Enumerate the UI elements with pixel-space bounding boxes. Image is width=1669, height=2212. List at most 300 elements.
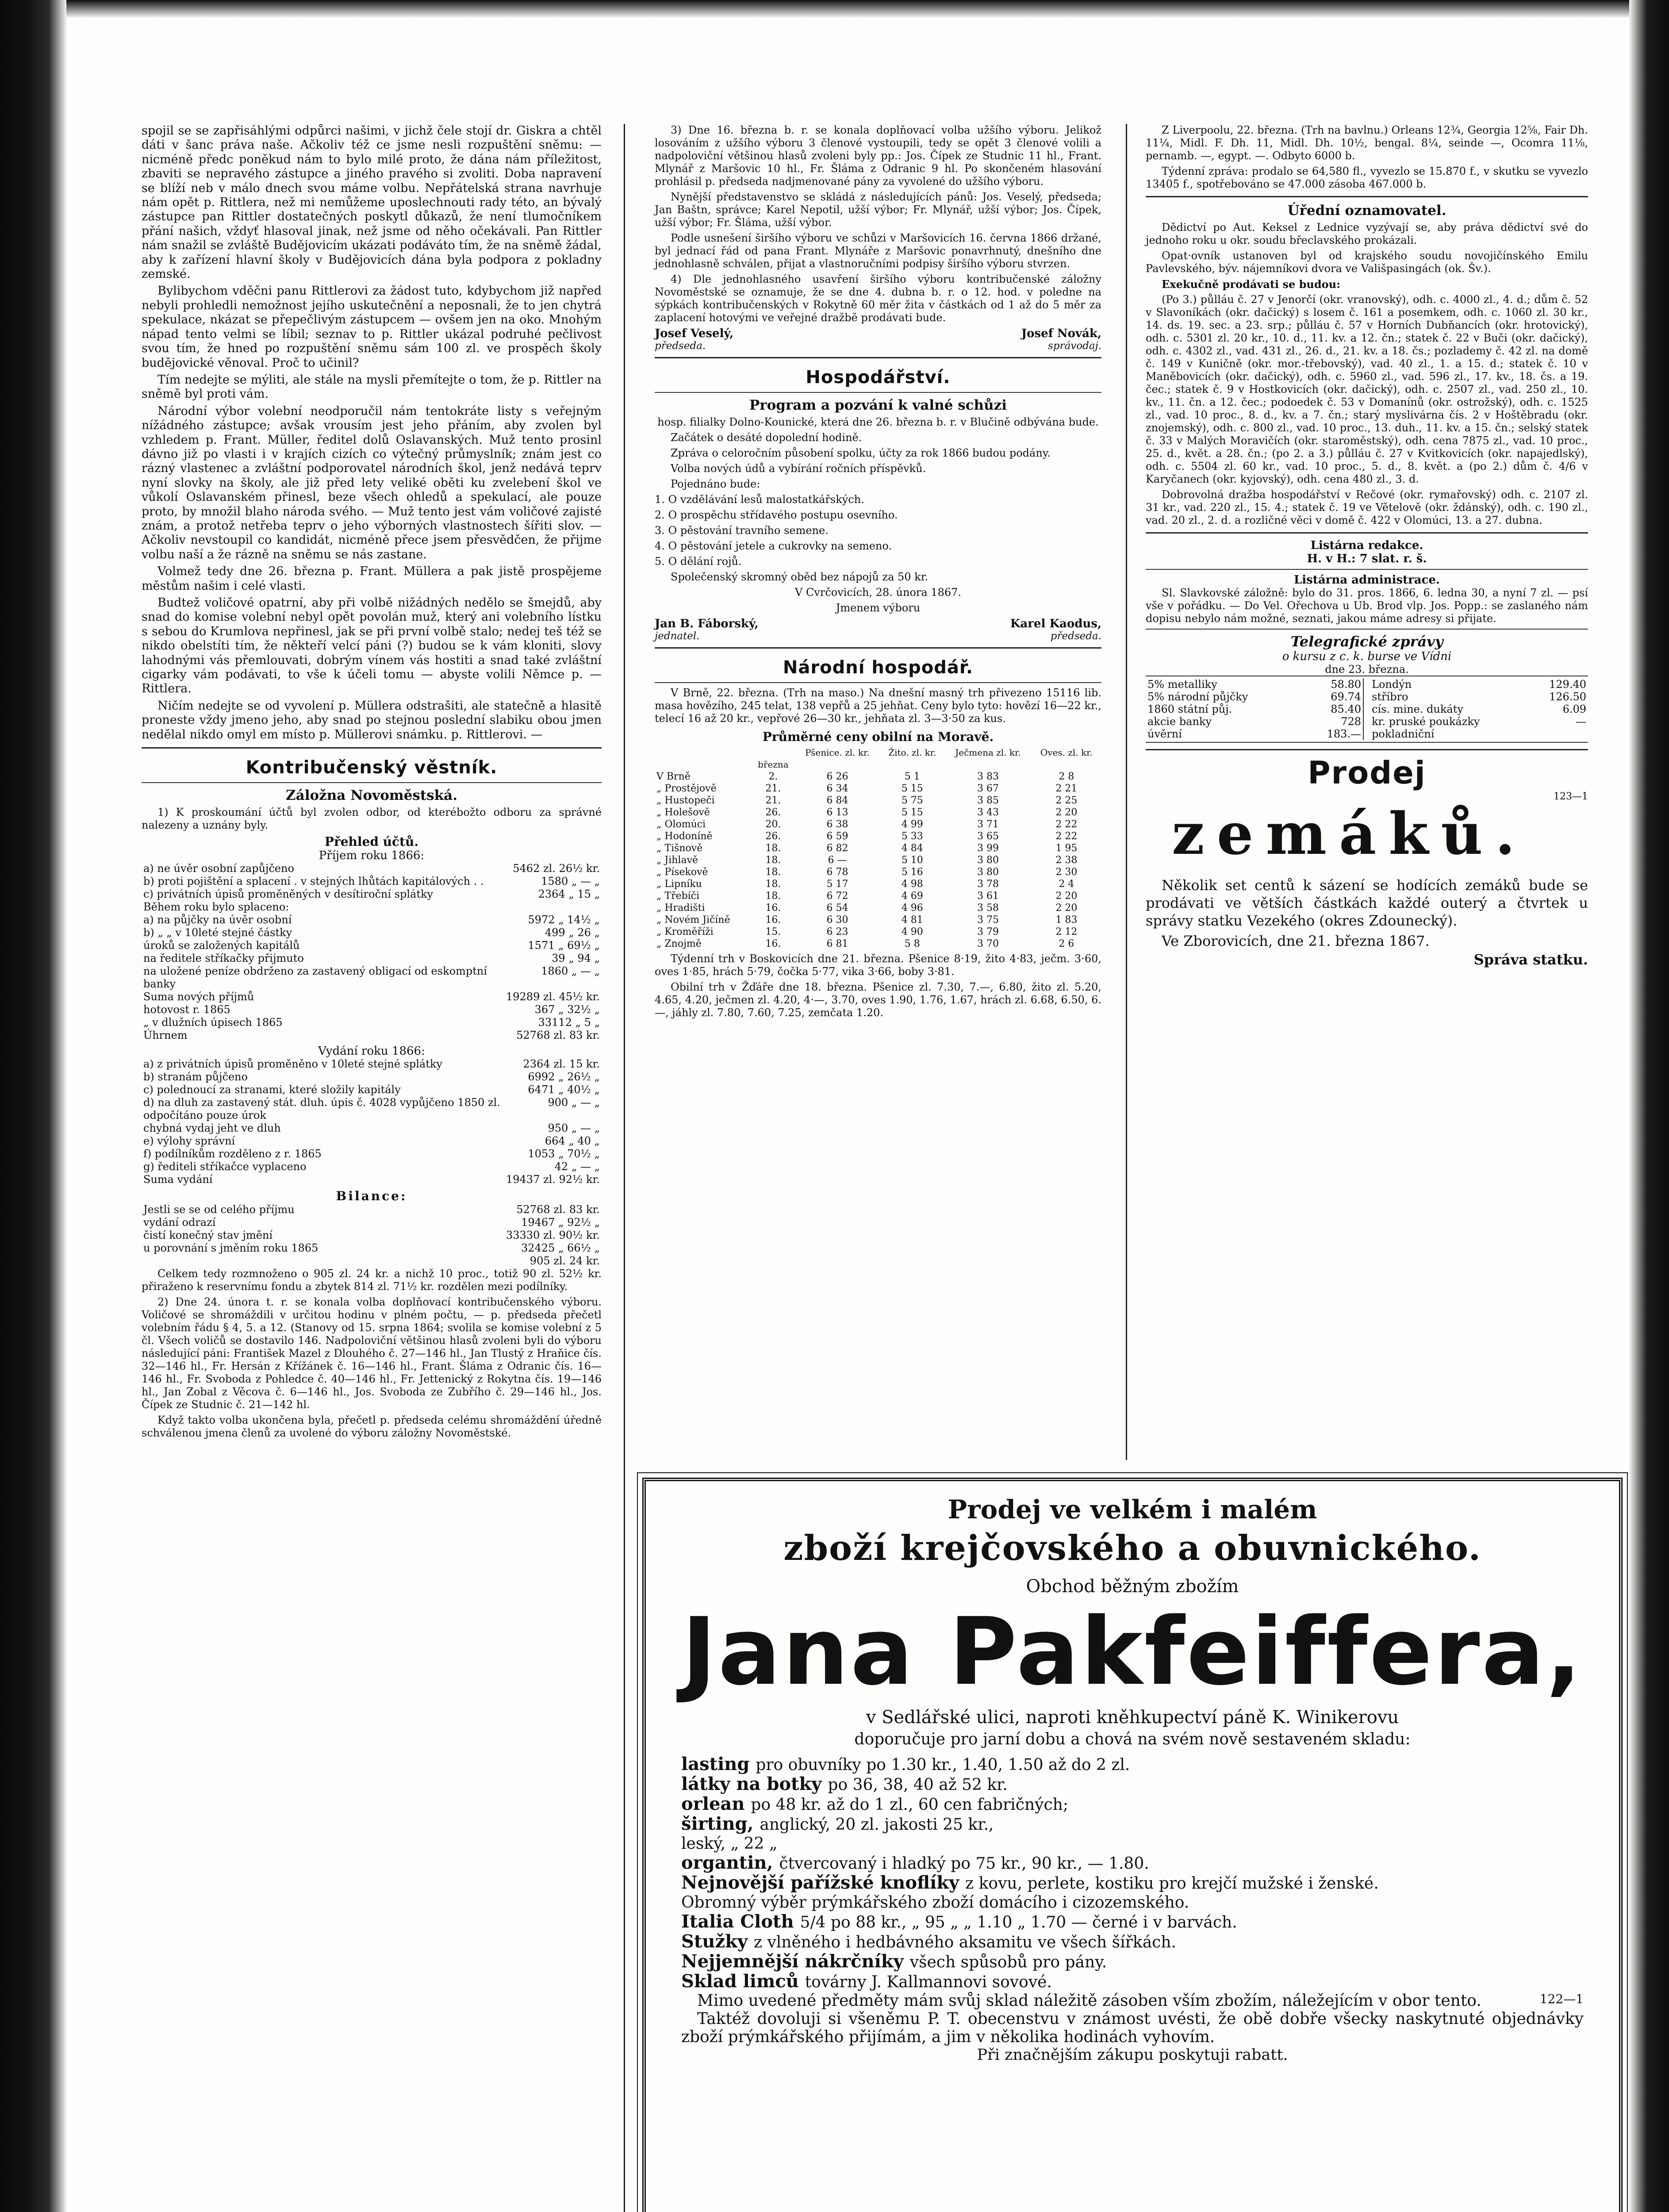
row-value: —	[1576, 715, 1586, 728]
grain-row	[655, 878, 1101, 890]
section-rule	[142, 747, 602, 749]
income-row	[142, 875, 602, 888]
grain-price: 4 84	[901, 843, 923, 854]
grain-price: 21.	[765, 795, 781, 806]
row-value: 19467 „ 92½ „	[521, 1216, 600, 1229]
section-title: Hospodářství.	[806, 367, 951, 388]
column-1	[142, 124, 602, 1442]
tailor-shop-advertisement	[642, 1478, 1623, 2212]
program-line: Začátek o desáté dopolední hodině.	[671, 431, 862, 444]
program-line: 1. O vzdělávání lesů malostatkářských.	[655, 493, 864, 506]
ad-item-desc: čtvercovaný i hladký po 75 kr., 90 kr., — 1.80.	[779, 1855, 1149, 1873]
subsection-title: Program a pozvání k valné schůzi	[749, 397, 1007, 413]
expense-row	[142, 1096, 602, 1122]
row-value: 664 „ 40 „	[545, 1135, 600, 1148]
grain-price: 3 67	[977, 783, 999, 794]
row-value: 19437 zl. 92½ kr.	[506, 1173, 600, 1186]
row-label: a) na půjčky na úvěr osobní	[143, 914, 292, 926]
grain-price: 3 71	[977, 819, 999, 830]
grain-town: „ Hodoníně	[656, 831, 713, 842]
program-line: 3. O pěstování travního semene.	[655, 524, 829, 537]
grain-town: „ Jihlavě	[656, 855, 698, 866]
grain-row	[655, 926, 1101, 938]
income-row	[142, 862, 602, 875]
section-rule	[142, 782, 602, 783]
ad-headline: Prodej	[1308, 755, 1426, 791]
ad-item-desc: leský, „ 22 „	[681, 1835, 778, 1853]
grain-header-row	[655, 759, 1101, 771]
grain-price: 18.	[765, 843, 781, 854]
grain-price: 15.	[765, 926, 781, 937]
program-list	[655, 431, 1101, 614]
article-paragraph: 2) Dne 24. února t. r. se konala volba doplňovací kontribučenského výboru. Voličové se shromáždili v určitou hodinu v plném počtu, — p. předseda přečetl volebním řádu § 4, 5. a 12. (Stanovy od 15. srpna 1864; svolila se komise volební z 5 čl. Všech voličů se dostavilo 146. Nadpoloviční většinou hlasů zvoleni byli do výboru následující páni: František Mazel z Dlouhého č. 27—146 hl., Jan Tlustý z Hraňice čís. 32—146 hl., Fr. Hersán z Křížánek č. 16—146 hl., Frant. Šláma z Odranic čís. 16—146 hl., Fr. Svoboda z Pohledce č. 40—146 hl., Fr. Jettenický z Rokytna čís. 19—146 hl., Jan Zobal z Věcova č. 6—146 hl., Jos. Svoboda ze Zubřího č. 29—146 hl., Jos. Čípek ze Studnic č. 21—142 hl.	[142, 1296, 602, 1411]
grain-price: 4 90	[901, 926, 923, 937]
grain-header-cell	[880, 759, 944, 771]
potato-sale-ad	[1146, 749, 1588, 967]
grain-price: 2.	[768, 771, 778, 782]
grain-header-cell: Ječmena zl. kr.	[955, 747, 1021, 758]
grain-header-cell	[944, 759, 1032, 771]
ad-footer: Při značnějším zákupu poskytuji rabatt.	[977, 2046, 1288, 2064]
row-label: hotovost r. 1865	[143, 1003, 230, 1016]
row-label: u porovnání s jměním roku 1865	[143, 1242, 318, 1255]
grain-price: 2 38	[1055, 855, 1078, 866]
grain-price: 3 61	[977, 891, 999, 902]
row-value: 129.40	[1549, 678, 1586, 691]
grain-town: „ Hradišti	[656, 902, 705, 914]
grain-price: 4 99	[901, 819, 923, 830]
row-label: e) výlohy správní	[143, 1135, 235, 1148]
table-caption: Přehled účtů.	[324, 834, 419, 849]
ad-item	[681, 1774, 1584, 1794]
grain-price: 6 30	[826, 914, 848, 926]
grain-price: 4 81	[901, 914, 923, 926]
row-label: Suma nových příjmů	[143, 991, 254, 1003]
ad-item	[681, 1952, 1584, 1972]
balance-table	[142, 1203, 602, 1267]
accounts-expense-table	[142, 1058, 602, 1186]
row-value: 499 „ 26 „	[545, 926, 600, 939]
grain-price: 21.	[765, 783, 781, 794]
ad-item-name: Stužky	[681, 1931, 754, 1952]
grain-price: 6 84	[826, 795, 848, 806]
signature-role: předseda.	[655, 340, 706, 352]
ad-item-desc: anglický, 20 zl. jakosti 25 kr.,	[760, 1816, 994, 1834]
row-label: 5% metalliky	[1147, 678, 1217, 691]
row-value: 6.09	[1562, 703, 1586, 715]
row-value: 42 „ — „	[554, 1160, 600, 1173]
article-paragraph: Dědictví po Aut. Keksel z Lednice vyzývají se, aby práva dědictví své do jednoho roku u okr. soudu břeclavského prokázali.	[1146, 221, 1588, 246]
balance-row	[142, 1216, 602, 1229]
section-rule	[655, 392, 1101, 393]
ad-item-name: Sklad limců	[681, 1971, 805, 1992]
row-value: 2364 zl. 15 kr.	[523, 1058, 600, 1071]
row-label: b) proti pojištění a splacení . v stejných lhůtách kapitálových . .	[143, 875, 484, 888]
signature-name: Josef Veselý,	[655, 327, 734, 340]
grain-price: 6 81	[826, 938, 848, 949]
column-3	[1146, 124, 1588, 969]
ad-paragraph: Mimo uvedené předměty mám svůj sklad náležitě zásoben vším zbožím, náležejícím v obor tento.	[697, 1992, 1481, 2010]
ad-item-name: organtin,	[681, 1852, 779, 1873]
ad-item-desc: po 36, 38, 40 až 52 kr.	[828, 1776, 1008, 1794]
row-value: 6471 „ 40½ „	[528, 1083, 600, 1096]
grain-price: 2 20	[1055, 891, 1078, 902]
program-line: 5. O dělání rojů.	[655, 555, 742, 568]
ad-item-desc: pro obuvníky po 1.30 kr., 1.40, 1.50 až do 2 zl.	[756, 1756, 1130, 1774]
program-line: V Cvrčovicích, 28. února 1867.	[794, 586, 962, 599]
signature-block	[655, 327, 1101, 352]
row-label: Suma vydání	[143, 1173, 213, 1186]
ad-item-desc: z vlněného i hedbávného aksamitu ve všech šířkách.	[754, 1933, 1176, 1951]
ad-text: Několik set centů k sázení se hodících zemáků bude se prodávati ve větších částkách každé outerý a čtvrtek u správy statku Vezekého (okres Zdounecký).	[1146, 877, 1588, 929]
signature-name: Jan B. Fáborský,	[655, 617, 759, 630]
ad-item	[681, 1834, 1584, 1853]
grain-row	[655, 771, 1101, 783]
grain-price: 20.	[765, 819, 781, 830]
row-value: 69.74	[1331, 691, 1361, 703]
subsection-title: Záložna Novoměstská.	[286, 787, 457, 804]
expense-row	[142, 1071, 602, 1083]
article-paragraph: Exekučně prodávati se budou:	[1162, 278, 1340, 291]
grain-header-cell	[655, 759, 752, 771]
ad-item-desc: po 48 kr. až do 1 zl., 60 cen fabričných;	[751, 1796, 1068, 1814]
table-subcaption: Vydání roku 1866:	[318, 1045, 425, 1058]
grain-price: 5 15	[901, 807, 923, 818]
accounts-income-table	[142, 862, 602, 1042]
row-value: 58.80	[1331, 678, 1361, 691]
ad-item-name: látky na botky	[681, 1774, 828, 1794]
section-rule	[655, 682, 1101, 683]
row-value: 1053 „ 70½ „	[528, 1148, 600, 1160]
ad-item-name: Nejnovější pařížské knoflíky	[681, 1872, 966, 1893]
expense-row	[142, 1058, 602, 1071]
row-label: b) „ „ v 10leté stejné částky	[143, 926, 292, 939]
grain-price: 2 20	[1055, 807, 1078, 818]
row-value: 39 „ 94 „	[552, 952, 600, 965]
table-subcaption: Bilance:	[336, 1189, 407, 1204]
ad-big-title: zemáků.	[1171, 800, 1528, 868]
grain-price: 3 79	[977, 926, 999, 937]
grain-town: „ Tišnově	[656, 843, 703, 854]
article-paragraph: Volmež tedy dne 26. března p. Frant. Müllera a pak jistě prospějeme městům našim i celé vlasti.	[142, 565, 602, 593]
article-paragraph: Podle usnešení širšího výboru ve schůzi v Maršovicích 16. června 1866 držané, byl jednací řád od pana Frant. Mlynáře z Maršovic ponavrhnutý, dnešního dne jednohlasně schválen, přijat a vlastnoručními podpisy širšího výboru stvrzen.	[655, 232, 1101, 270]
grain-price: 4 98	[901, 879, 923, 890]
grain-price: 2 12	[1055, 926, 1078, 937]
section-rule	[1146, 569, 1588, 570]
article-paragraph: spojil se se zapřisáhlými odpůrci našimi, v jichž čele stojí dr. Giskra a chtěl dáti v šanc práva naše. Ačkoliv též ce jsme nesli rozpuštění sněmu: — nicméně předc poněkud nám to bylo milé proto, že dána nám příležitost, zbaviti se nepravého zástupce a jiného pravého si zvoliti. Doba napravení se blíží neb v málo dnech svou máme volbu. Nepřátelská strana navrhuje nám opět p. Rittlera, než mi nemůžeme uposlechnouti rady této, an bývalý zástupce pan Rittler dostatečných poskytl důkazů, že není tlumočníkem přání našich, vždyť hlasoval jinak, než jsme od něho očekávali. Pan Rittler nám snažil se zvláště Budějovicím ukázati podáváto tím, že na sněmě žádal, aby k zařízení hlavní školy v Budějovicích dána byla podpora z pokladny zemské.	[142, 124, 602, 281]
article-paragraph: Opat·ovník ustanoven byl od krajského soudu novojičínského Emilu Pavlevského, býv. nájemníkovi dvora ve Vališpasingách (ok. Šv.).	[1146, 250, 1588, 275]
article-paragraph: hosp. filialky Dolno-Kounické, která dne 26. března b. r. v Blučině odbývána bude.	[657, 416, 1099, 428]
article-paragraph: Nynější představenstvo se skládá z následujících pánů: Jos. Veselý, předseda; Jan Baštn, správce; Karel Nepotil, užší výbor; Fr. Mlynář, užší výbor; Jos. Čípek, užší výbor; Fr. Šláma, užší výbor.	[655, 191, 1101, 229]
row-value: 183.—	[1327, 728, 1361, 740]
row-label: na uložené peníze obdrženo za zastavený obligací od eskomptní banky	[143, 965, 487, 991]
expense-row	[142, 1135, 602, 1148]
row-label: cís. mine. dukáty	[1372, 703, 1463, 715]
income-row	[142, 888, 602, 901]
subsection-title: Listárna administrace.	[1294, 573, 1440, 587]
row-label: 5% národní půjčky	[1147, 691, 1248, 703]
column-2	[655, 124, 1101, 1022]
ad-item	[681, 1755, 1584, 1774]
grain-price: 6 82	[826, 843, 848, 854]
grain-town: „ Holešově	[656, 807, 710, 818]
grain-price: 6 54	[826, 902, 848, 914]
grain-town: „ Třebíči	[656, 891, 700, 902]
ad-item-desc: Obromný výběr prýmkářského zboží domácího i cizozemského.	[681, 1893, 1189, 1912]
grain-row	[655, 854, 1101, 866]
grain-price: 6 23	[826, 926, 848, 937]
exchange-row	[1146, 703, 1363, 715]
grain-price: 3 80	[977, 855, 999, 866]
ad-reference-number: 123—1	[1554, 791, 1588, 802]
row-value: 5462 zl. 26½ kr.	[513, 862, 600, 875]
article-paragraph: 4) Dle jednohlasného usavření širšího výboru kontribučenské záložny Novoměstské se oznamuje, že se dne 4. dubna b. r. o 12. hod. v poledne na sýpkách kontribučenských v Rokytně 60 měr žita v částkách od 1 až do 5 měr za zaplacení hotovými ve veřejné dražbě prodávati bude.	[655, 273, 1101, 324]
row-value: 5972 „ 14½ „	[528, 914, 600, 926]
grain-town: „ Lipníku	[656, 879, 702, 890]
program-line: Společenský skromný oběd bez nápojů za 50 kr.	[671, 571, 929, 583]
ad-item	[681, 1972, 1584, 1992]
scan-edge-right	[1629, 0, 1669, 2212]
grain-price: 5 17	[826, 879, 848, 890]
ad-item-name: orlean	[681, 1793, 751, 1814]
row-label: Londýn	[1372, 678, 1412, 691]
ad-item-desc: 5/4 po 88 kr., „ 95 „ „ 1.10 „ 1.70 — černé i v barvách.	[800, 1913, 1237, 1932]
ad-item-name: lasting	[681, 1754, 756, 1774]
grain-header-cell: Pšenice. zl. kr.	[805, 747, 870, 758]
grain-price: 6 78	[826, 867, 848, 878]
grain-price: 6 59	[826, 831, 848, 842]
grain-price: 5 8	[904, 938, 920, 949]
grain-town: „ Olomúci	[656, 819, 706, 830]
row-label: úroků se založených kapitálů	[143, 939, 300, 952]
expense-row	[142, 1122, 602, 1135]
section-rule	[655, 357, 1101, 358]
row-value: 33330 zl. 90½ kr.	[506, 1229, 600, 1242]
column-divider-2	[1126, 124, 1127, 1460]
income-row	[142, 901, 602, 914]
grain-price: 3 80	[977, 867, 999, 878]
signature-role: předseda.	[1050, 630, 1101, 642]
grain-row	[655, 806, 1101, 818]
ad-item-list	[681, 1755, 1584, 1992]
grain-price: 3 70	[977, 938, 999, 949]
row-label: „ v dlužních úpisech 1865	[143, 1016, 283, 1029]
grain-price: 2 8	[1059, 771, 1074, 782]
exchange-row	[1146, 728, 1363, 740]
exchange-row	[1146, 691, 1363, 703]
article-paragraph: 3) Dne 16. března b. r. se konala doplňovací volba užšího výboru. Jelikož losováním z užšího výboru 3 členové vystoupili, tedy se opět 3 členové volili a nadpoloviční většinou hlasů zvoleni byly pp.: Jos. Čípek ze Studnic 11 hl., Frant. Mlynář z Maršovic 10 hl., Fr. Šláma z Odranic 9 hl. Po skončeném hlasování prohlásil p. předseda nadjmenované pány za vyvolené do užšího výboru.	[655, 124, 1101, 188]
program-line: 4. O pěstování jetele a cukrovky na semeno.	[655, 540, 892, 552]
income-row	[142, 991, 602, 1003]
grain-price: 16.	[765, 902, 781, 914]
grain-price: 18.	[765, 855, 781, 866]
grain-price: 16.	[765, 914, 781, 926]
expense-row	[142, 1160, 602, 1173]
grain-row	[655, 795, 1101, 806]
balance-row	[142, 1242, 602, 1255]
grain-price: 26.	[765, 807, 781, 818]
grain-price: 18.	[765, 879, 781, 890]
subsection-title: Listárna redakce.	[1310, 539, 1423, 552]
income-row	[142, 939, 602, 952]
grain-price: 2 6	[1059, 938, 1074, 949]
row-value: 52768 zl. 83 kr.	[516, 1029, 600, 1042]
grain-price: 6 72	[826, 891, 848, 902]
grain-price: 1 83	[1055, 914, 1078, 926]
grain-price: 3 43	[977, 807, 999, 818]
grain-price: 5 33	[901, 831, 923, 842]
grain-price: 6 —	[828, 855, 847, 866]
program-line: Pojednáno bude:	[671, 478, 760, 490]
grain-header-cell	[1032, 759, 1101, 771]
income-row	[142, 926, 602, 939]
grain-price: 6 34	[826, 783, 848, 794]
grain-price: 1 95	[1055, 843, 1078, 854]
exchange-rates	[1146, 676, 1588, 743]
row-label: a) z privátních úpisů proměněno v 10leté stejné splátky	[143, 1058, 442, 1071]
grain-town: „ Hustopeči	[656, 795, 715, 806]
section-rule	[655, 647, 1101, 649]
ad-item	[681, 1853, 1584, 1873]
row-value: 2364 „ 15 „	[538, 888, 600, 901]
scan-edge-top	[0, 0, 1669, 18]
grain-price: 2 25	[1055, 795, 1078, 806]
row-value: 6992 „ 26½ „	[528, 1071, 600, 1083]
row-label: chybná vydaj jeht ve dluh	[143, 1122, 281, 1135]
exchange-rates-right	[1370, 678, 1588, 740]
section-rule	[1146, 196, 1588, 197]
row-label: vydání odrazí	[143, 1216, 216, 1229]
ad-item-name: Nejjemnější nákrčníky	[681, 1951, 910, 1972]
grain-price: 18.	[765, 867, 781, 878]
grain-town: „ Kroměříži	[656, 926, 714, 937]
grain-price: 2 22	[1055, 831, 1078, 842]
subsection-title: Průměrné ceny obilní na Moravě.	[762, 730, 994, 744]
grain-row	[655, 890, 1101, 902]
ad-item-name: Italia Cloth	[681, 1911, 800, 1932]
article-paragraph: 1) K proskoumání účtů byl zvolen odbor, od kterébožto odboru za správné nalezeny a uznány byly.	[142, 806, 602, 832]
grain-prices-table	[655, 747, 1101, 950]
grain-row	[655, 818, 1101, 830]
row-label: stříbro	[1372, 691, 1408, 703]
grain-row	[655, 830, 1101, 842]
row-value: 52768 zl. 83 kr.	[516, 1203, 600, 1216]
grain-row	[655, 866, 1101, 878]
article-paragraph: Týdenní trh v Boskovicích dne 21. března. Pšenice 8·19, žito 4·83, ječm. 3·60, oves 1·85, hrách 5·79, čočka 5·77, vika 3·66, boby 3·81.	[655, 952, 1101, 978]
row-label: úvěrní	[1147, 728, 1182, 740]
ad-paragraph: Taktéž dovoluji si všeněmu P. T. obecenstvu v známost uvésti, že obě dobře všecky naskytnuté objednávky zboží prýmkářského přijímám, a jim v několika hodinách vyhovím.	[681, 2010, 1584, 2046]
row-label: d) na dluh za zastavený stát. dluh. úpis č. 4028 vypůjčeno 1850 zl. odpočítáno pouze úrok	[143, 1096, 500, 1122]
exchange-row	[1146, 715, 1363, 728]
grain-price: 26.	[765, 831, 781, 842]
balance-row	[142, 1229, 602, 1242]
program-line: Jmenem výboru	[836, 602, 921, 614]
article-paragraph: Sl. Slavkovské záložně: bylo do 31. pros. 1866, 6. ledna 30, a nyní 7 zl. — psí vše v pořádku. — Do Vel. Ořechova u Ub. Brod vlp. Jos. Popp.: se zaslaného nám dopisu nebylo nám možné, seznati, jakou máme adresy si přijate.	[1146, 587, 1588, 625]
grain-price: 5 16	[901, 867, 923, 878]
row-value: 33112 „ 5 „	[538, 1016, 600, 1029]
exchange-row	[1370, 691, 1588, 703]
grain-price: 2 22	[1055, 819, 1078, 830]
grain-price: 5 15	[901, 783, 923, 794]
grain-row	[655, 842, 1101, 854]
article-paragraph: Když takto volba ukončena byla, přečetl p. předseda celému shromáždění úředně schválenou jmena členů za uvolené do výboru záložny Novoměstské.	[142, 1414, 602, 1440]
ad-item-desc: továrny J. Kallmannovi sovové.	[805, 1973, 1052, 1991]
ad-signature: Správa statku.	[1473, 951, 1588, 968]
row-label: c) privátních úpisů proměněných v desítiroční splátky	[143, 888, 434, 901]
grain-price: 2 21	[1055, 783, 1078, 794]
row-value: 728	[1341, 715, 1361, 728]
grain-price: 3 85	[977, 795, 999, 806]
exchange-row	[1370, 703, 1588, 715]
grain-price: 4 96	[901, 902, 923, 914]
section-rule	[1146, 532, 1588, 534]
income-row	[142, 1003, 602, 1016]
article-paragraph: Celkem tedy rozmnoženo o 905 zl. 24 kr. a nichž 10 proc., totiž 90 zl. 52½ kr. přiraženo k reservnímu fondu a zbytek 814 zl. 71½ kr. rozdělen mezi podílníky.	[142, 1267, 602, 1293]
row-label: Během roku bylo splaceno:	[143, 901, 289, 914]
grain-price: 5 10	[901, 855, 923, 866]
subsection-title: Úřední oznamovatel.	[1287, 203, 1446, 219]
row-value: 905 zl. 24 kr.	[529, 1255, 600, 1267]
article-paragraph: V Brně, 22. března. (Trh na maso.) Na dnešní masný trh přivezeno 15116 lib. masa hovězího, 245 telat, 138 vepřů a 25 jehňat. Ceny bylo tyto: hovězí 16—22 kr., telecí 16 až 20 kr., vepřové 26—30 kr., jehňata zl. 3—3·50 za kus.	[655, 687, 1101, 725]
article-paragraph: Bylibychom vděčni panu Rittlerovi za žádost tuto, kdybychom již napřed nebyli prohledli nemožnost jejího uskutečnění a neposnali, že to jen chytrá spekulace, nkázat se přepečlivým zástupcem — ovšem jen na oko. Mnohým nápad tento velmi se líbil; seznav to p. Rittler ukázal podruhé pečlivost svou tím, že hned po rozpuštění sněmu sám 100 zl. ve prospěch školy budějovické věnoval. Proč to učinil?	[142, 284, 602, 370]
row-label: 1860 státní půj.	[1147, 703, 1232, 715]
grain-price: 3 99	[977, 843, 999, 854]
ad-item-desc: z kovu, perlete, kostiku pro krejčí mužské i ženské.	[965, 1874, 1379, 1893]
ad-address: v Sedlářské ulici, naproti kněhkupectví páně K. Winikerovu	[866, 1707, 1399, 1728]
grain-header-cell	[752, 747, 794, 759]
row-label	[142, 1255, 439, 1267]
income-row	[142, 914, 602, 926]
grain-header-cell	[795, 759, 880, 771]
article-paragraph: Dobrovolná dražba hospodářství v Rečové (okr. rymařovský) odh. c. 2107 zl. 31 kr., vad. 220 zl., 15. 4.; statek č. 19 ve Větelově (okr. ždánský), odh. c. 190 zl., vad. 20 zl., 2. d. a rozličné věci v domě č. 422 v Olomúci, 13. a 27. dubna.	[1146, 488, 1588, 526]
grain-town: „ Prostějově	[656, 783, 717, 794]
income-row	[142, 1029, 602, 1042]
ad-item	[681, 1893, 1584, 1912]
row-label: c) polednoucí za stranami, které složily kapitály	[143, 1083, 401, 1096]
column-divider-1	[624, 124, 625, 2212]
row-label: Jestli se se od celého příjmu	[143, 1203, 295, 1216]
expense-row	[142, 1148, 602, 1160]
expense-row	[142, 1173, 602, 1186]
row-label: g) řediteli stříkačce vyplaceno	[143, 1160, 307, 1173]
ad-place-date: Ve Zborovicích, dne 21. března 1867.	[1162, 933, 1430, 949]
ad-item-name: širting,	[681, 1813, 760, 1834]
row-value: 900 „ — „	[548, 1096, 600, 1109]
subsection-date: dne 23. března.	[1325, 663, 1409, 676]
income-row	[142, 952, 602, 965]
signature-role: jednatel.	[655, 630, 700, 642]
exchange-row	[1370, 678, 1588, 691]
grain-price: 3 65	[977, 831, 999, 842]
grain-price: 6 13	[826, 807, 848, 818]
ad-intro: doporučuje pro jarní dobu a chová na svém nově sestaveném skladu:	[854, 1730, 1411, 1748]
section-rule	[1146, 629, 1588, 630]
grain-price: 6 26	[826, 771, 848, 782]
grain-price: 6 38	[826, 819, 848, 830]
grain-header-cell	[655, 747, 752, 759]
grain-price: 3 58	[977, 902, 999, 914]
ad-shop-name: Jana Pakfeiffera,	[682, 1598, 1583, 1706]
income-row	[142, 1016, 602, 1029]
exchange-row	[1370, 715, 1588, 740]
grain-row	[655, 783, 1101, 795]
balance-row	[142, 1255, 602, 1267]
article-paragraph: Budtež voličové opatrní, aby při volbě nižádných nedělo se šmejdů, aby snad do komise volební nebyl opět povolán muž, který ani volebního lístku s sebou do Krumlova nepřinesl, jak se při první volbě stalo; nedej teš též se nikdo obelstíti tím, že někteří velcí páni (?) budou se k vám kloniti, slovy lahodnými vás přemlouvati, dobrým vínem vás hostiti a snad také zvláštní cigarky vám podávati, to vše k účeli tomu — abyste volili Němce p. — Rittlera.	[142, 596, 602, 696]
program-line: 2. O prospěchu střídavého postupu osevního.	[655, 509, 898, 521]
row-label: kr. pruské poukázky pokladniční	[1372, 715, 1480, 740]
ad-item	[681, 1932, 1584, 1952]
grain-row	[655, 914, 1101, 926]
